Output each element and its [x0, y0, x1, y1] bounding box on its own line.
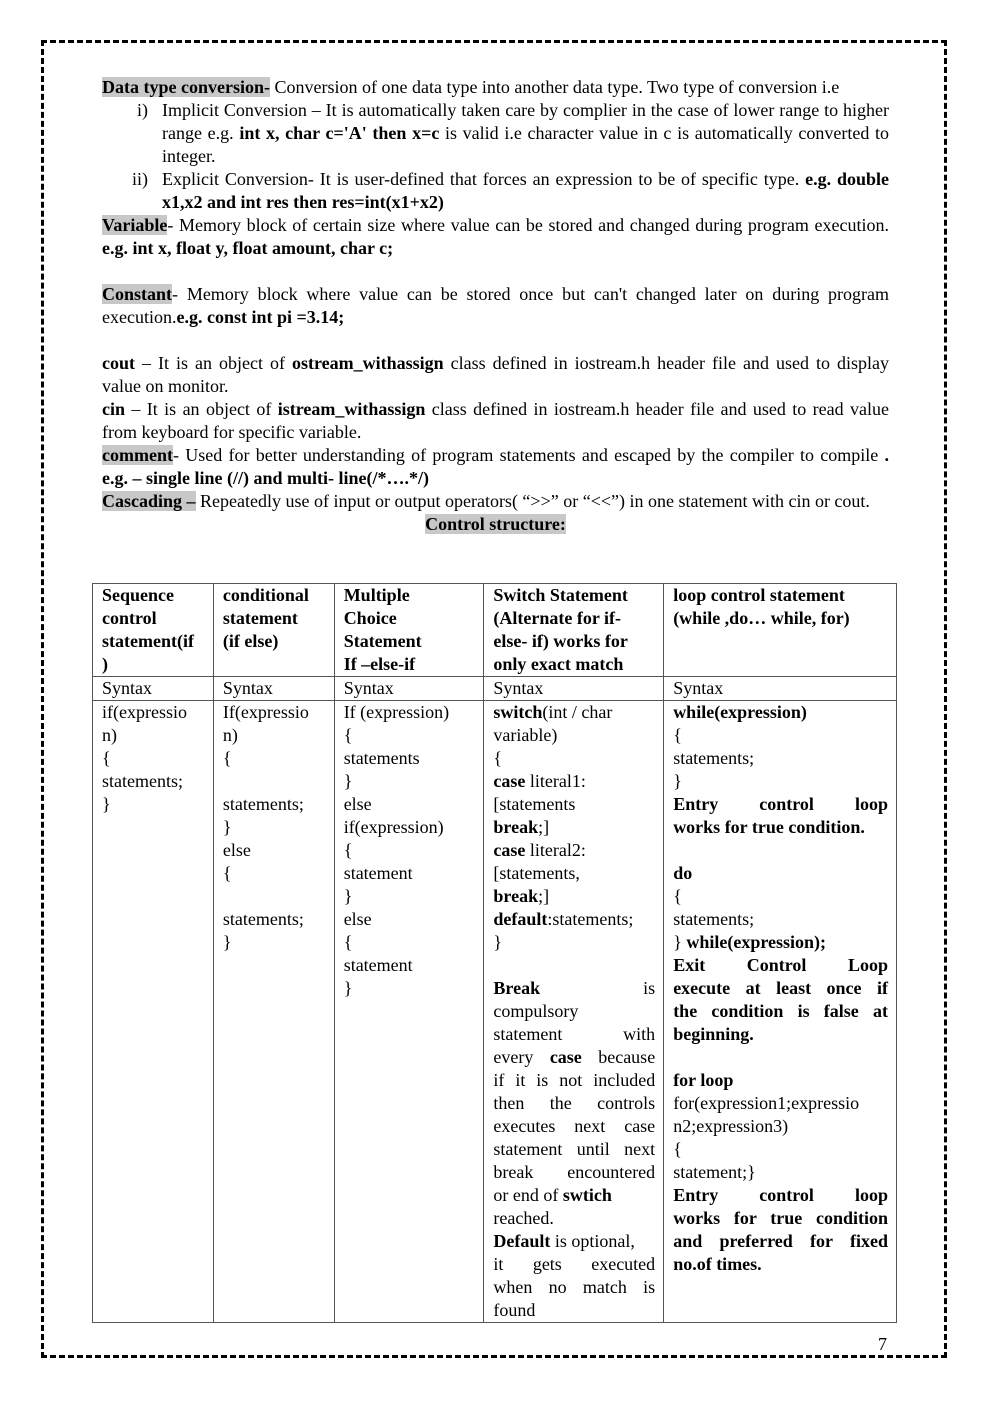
code-line: [344, 862, 476, 885]
header-line: Switch Statement: [493, 585, 628, 605]
code-text: statement with: [493, 1024, 656, 1044]
list-text: [162, 168, 889, 214]
header-line: (while ,do… while, for): [673, 608, 850, 628]
code-text: statements;: [673, 909, 755, 929]
constant-para: [102, 283, 889, 329]
code-text: statement;}: [673, 1162, 756, 1182]
code-text: if(expressio: [102, 702, 187, 722]
code-text: (int / char: [542, 702, 613, 722]
code-text: reached.: [493, 1208, 554, 1228]
syntax-cell: Syntax: [213, 677, 334, 701]
code-line: [493, 816, 655, 839]
code-line: [673, 1023, 888, 1046]
code-cell: [664, 701, 897, 1323]
code-text: }: [102, 794, 111, 814]
header-line: loop control statement: [673, 585, 845, 605]
term: cin: [102, 399, 126, 419]
code-cell: [93, 701, 214, 1323]
text: -: [172, 445, 179, 465]
code-line: [493, 724, 655, 747]
list-item: [102, 99, 889, 168]
code-line: [673, 1092, 888, 1115]
header-line: Choice: [343, 608, 397, 628]
code-text: n2;expression3): [673, 1116, 789, 1136]
header-line: only exact match: [493, 654, 624, 674]
code-text: If (expression): [343, 702, 450, 722]
code-line: [493, 1115, 655, 1138]
code-line: [344, 954, 476, 977]
code-line: [223, 747, 326, 770]
code-line: [223, 724, 326, 747]
keyword-text: the condition is false at: [673, 1001, 888, 1021]
code-line: [493, 1023, 655, 1046]
header-cell: [664, 584, 897, 677]
code-text: }: [343, 978, 353, 998]
code-line: [673, 793, 888, 816]
code-line: [344, 908, 476, 931]
header-line: ): [102, 654, 108, 674]
keyword-text: case: [493, 840, 526, 860]
text: class defined in iostream.h header file and used to display value on monitor.: [102, 353, 889, 396]
code-text: statements;: [222, 794, 304, 814]
bold-text: int x, char c='A' then x=c: [239, 123, 440, 143]
text: Memory block where value can be stored once but can't changed later on during program execution.: [102, 284, 889, 327]
list-text: [162, 99, 889, 168]
header-line: control: [102, 608, 157, 628]
header-cell: [93, 584, 214, 677]
code-text: n): [222, 725, 238, 745]
code-text: is: [540, 978, 656, 998]
header-line: conditional: [222, 585, 309, 605]
code-line: [493, 931, 655, 954]
header-line: (if else): [222, 631, 279, 651]
code-text: then the controls: [493, 1093, 656, 1113]
keyword-text: break: [493, 817, 539, 837]
code-line: [493, 1253, 655, 1276]
text: Repeatedly use of input or output operators( “>>” or “<<”) in one statement with cin or cout.: [195, 491, 870, 511]
keyword-text: Break: [493, 978, 541, 998]
term-highlight: Constant: [102, 284, 173, 304]
code-line: [493, 1299, 655, 1322]
code-text: {: [343, 725, 353, 745]
code-text: is optional,: [550, 1231, 635, 1251]
header-cell: [213, 584, 334, 677]
code-text: ;]: [538, 817, 550, 837]
code-line: [223, 770, 326, 793]
code-line: [493, 977, 655, 1000]
cin-para: [102, 398, 889, 444]
keyword-text: switch: [493, 702, 543, 722]
cascading-para: [102, 490, 889, 513]
code-text: }: [673, 932, 687, 952]
keyword-text: no.of times.: [673, 1254, 762, 1274]
code-text: literal1:: [525, 771, 586, 791]
code-text: }: [343, 771, 353, 791]
code-line: [344, 885, 476, 908]
code-text: else: [343, 794, 372, 814]
code-line: [493, 1000, 655, 1023]
keyword-text: execute at least once if: [673, 978, 888, 998]
code-line: [673, 862, 888, 885]
code-text: {: [673, 725, 682, 745]
bold-text: e.g. int x, float y, float amount, char c;: [102, 238, 394, 258]
text: – It is an object of: [135, 353, 292, 373]
code-text: statements;: [222, 909, 304, 929]
code-line: [673, 724, 888, 747]
text: class defined in iostream.h header file and used to read value from keyboard for specific variable.: [102, 399, 889, 442]
code-line: [673, 1138, 888, 1161]
code-line: [673, 1000, 888, 1023]
code-line: [673, 1207, 888, 1230]
keyword-text: case: [493, 771, 526, 791]
code-text: because: [581, 1047, 656, 1067]
code-line: [102, 770, 205, 793]
code-line: [102, 747, 205, 770]
bold-text: . e.g. – single line (//) and multi- line(/*….*/): [102, 445, 889, 488]
code-text: statement until next: [493, 1139, 656, 1159]
code-text: if(expression): [343, 817, 444, 837]
code-text: else: [343, 909, 372, 929]
code-text: {: [673, 886, 682, 906]
code-line: [493, 1207, 655, 1230]
section-heading: Control structure:: [425, 514, 566, 534]
keyword-text: Default: [493, 1231, 551, 1251]
code-text: it gets executed: [493, 1254, 656, 1274]
bold-text: ostream_withassign: [291, 353, 444, 373]
code-text: break encountered: [493, 1162, 656, 1182]
text: -: [167, 215, 174, 235]
code-line: [673, 1046, 888, 1069]
keyword-text: and preferred for fixed: [673, 1231, 888, 1251]
keyword-text: works for true condition: [673, 1208, 888, 1228]
text: Explicit Conversion- It is user-defined that forces an expression to be of specific type.: [162, 169, 806, 189]
code-line: [493, 1092, 655, 1115]
code-line: [493, 1230, 655, 1253]
code-text: executes next case: [493, 1116, 656, 1136]
code-line: [673, 839, 888, 862]
term-highlight: Data type conversion-: [102, 77, 270, 97]
code-line: [673, 1115, 888, 1138]
control-structure-title: [102, 513, 889, 536]
code-line: [102, 724, 205, 747]
code-text: }: [222, 932, 232, 952]
code-line: [493, 701, 655, 724]
data-type-conversion-para: [102, 76, 889, 99]
code-line: [223, 908, 326, 931]
code-line: [344, 793, 476, 816]
list-item: [102, 168, 889, 214]
table-body-row: [93, 701, 897, 1323]
keyword-text: swtich: [562, 1185, 612, 1205]
header-line: else- if) works for: [493, 631, 628, 651]
code-line: [673, 1184, 888, 1207]
term-highlight: comment: [102, 445, 173, 465]
table-syntax-row: [93, 677, 897, 701]
code-line: [223, 839, 326, 862]
text: -: [172, 284, 179, 304]
code-line: [673, 1230, 888, 1253]
keyword-text: while(expression);: [686, 932, 826, 952]
code-text: {: [493, 748, 503, 768]
code-text: {: [102, 748, 111, 768]
code-line: [344, 724, 476, 747]
code-line: [344, 816, 476, 839]
keyword-text: beginning.: [673, 1024, 754, 1044]
code-line: [673, 816, 888, 839]
bold-text: istream_withassign: [277, 399, 426, 419]
keyword-text: works for true condition.: [673, 817, 865, 837]
code-line: [673, 954, 888, 977]
term: cout: [102, 353, 135, 373]
text: Memory block of certain size where value can be stored and changed during program execution.: [173, 215, 889, 235]
header-line: Sequence: [102, 585, 174, 605]
code-text: statements;: [673, 748, 755, 768]
code-text: or end of: [493, 1185, 563, 1205]
code-text: literal2:: [525, 840, 586, 860]
code-text: {: [222, 748, 232, 768]
code-text: }: [673, 771, 682, 791]
code-cell: [334, 701, 484, 1323]
code-line: [102, 701, 205, 724]
code-text: }: [493, 932, 503, 952]
header-cell: [334, 584, 484, 677]
list-number: i): [137, 100, 148, 120]
variable-para: [102, 214, 889, 260]
text: Implicit Conversion – It is automatically taken care by complier in the case of lower range to higher range e.g.: [162, 100, 889, 143]
text: Used for better understanding of program statements and escaped by the compiler to compile: [178, 445, 885, 465]
code-line: [493, 908, 655, 931]
header-line: (Alternate for if-: [493, 608, 622, 628]
header-line: Multiple: [343, 585, 410, 605]
code-line: [344, 839, 476, 862]
code-text: variable): [493, 725, 558, 745]
code-line: [223, 701, 326, 724]
code-text: else: [222, 840, 251, 860]
code-cell: [213, 701, 334, 1323]
header-line: If –else-if: [343, 654, 416, 674]
code-text: if it is not included: [493, 1070, 656, 1090]
code-text: statement: [343, 955, 413, 975]
code-line: [493, 1161, 655, 1184]
text: is valid i.e character value in c is automatically converted to integer.: [162, 123, 890, 166]
code-line: [673, 908, 888, 931]
code-line: [223, 793, 326, 816]
keyword-text: while(expression): [673, 702, 807, 722]
code-text: [statements: [493, 794, 576, 814]
table-header-row: [93, 584, 897, 677]
code-text: If(expressio: [222, 702, 309, 722]
code-text: }: [343, 886, 353, 906]
code-text: {: [673, 1139, 682, 1159]
code-line: [223, 931, 326, 954]
code-line: [493, 1138, 655, 1161]
code-line: [673, 1161, 888, 1184]
keyword-text: default: [493, 909, 548, 929]
code-text: compulsory: [493, 1001, 579, 1021]
code-line: [344, 931, 476, 954]
code-text: found: [493, 1300, 536, 1320]
code-text: {: [343, 932, 353, 952]
keyword-text: break: [493, 886, 539, 906]
code-line: [344, 977, 476, 1000]
code-line: [673, 747, 888, 770]
code-line: [673, 770, 888, 793]
keyword-text: do: [673, 863, 693, 883]
header-line: statement(if: [102, 631, 194, 651]
code-line: [493, 770, 655, 793]
code-text: }: [222, 817, 232, 837]
code-line: [493, 1184, 655, 1207]
keyword-text: for loop: [673, 1070, 734, 1090]
code-line: [493, 1069, 655, 1092]
code-line: [493, 1276, 655, 1299]
code-text: [statements,: [493, 863, 580, 883]
code-line: [493, 1046, 655, 1069]
code-text: :statements;: [547, 909, 634, 929]
code-line: [673, 1253, 888, 1276]
code-line: [223, 862, 326, 885]
code-line: [493, 793, 655, 816]
page-number: 7: [878, 1334, 887, 1354]
bold-text: e.g. const int pi =3.14;: [176, 307, 345, 327]
code-line: [673, 885, 888, 908]
code-line: [344, 701, 476, 724]
comment-para: [102, 444, 889, 490]
header-line: Statement: [343, 631, 422, 651]
code-line: [493, 839, 655, 862]
code-line: [673, 701, 888, 724]
code-text: {: [343, 840, 353, 860]
code-cell: [484, 701, 664, 1323]
code-line: [673, 977, 888, 1000]
syntax-cell: Syntax: [664, 677, 897, 701]
code-text: statements;: [102, 771, 183, 791]
header-line: statement: [222, 608, 298, 628]
code-text: {: [222, 863, 232, 883]
syntax-cell: Syntax: [484, 677, 664, 701]
code-line: [673, 931, 888, 954]
document-body: [102, 76, 889, 536]
code-line: [493, 885, 655, 908]
control-structure-table: [92, 583, 897, 1323]
code-line: [223, 816, 326, 839]
keyword-text: Exit Control Loop: [673, 955, 888, 975]
term-highlight: Cascading –: [102, 491, 196, 511]
code-line: [223, 885, 326, 908]
text: – It is an object of: [125, 399, 278, 419]
code-text: when no match is: [493, 1277, 656, 1297]
syntax-cell: Syntax: [93, 677, 214, 701]
code-line: [673, 1069, 888, 1092]
code-text: statement: [343, 863, 413, 883]
code-text: statements: [343, 748, 420, 768]
code-line: [493, 747, 655, 770]
code-line: [344, 770, 476, 793]
code-text: for(expression1;expressio: [673, 1093, 860, 1113]
term-highlight: Variable: [102, 215, 168, 235]
code-line: [102, 793, 205, 816]
code-line: [344, 747, 476, 770]
code-line: [493, 954, 655, 977]
code-text: n): [102, 725, 117, 745]
keyword-text: Entry control loop: [673, 794, 888, 814]
code-line: [493, 862, 655, 885]
keyword-text: Entry control loop: [673, 1185, 888, 1205]
header-cell: [484, 584, 664, 677]
list-number: ii): [132, 169, 148, 189]
syntax-cell: Syntax: [334, 677, 484, 701]
cout-para: [102, 352, 889, 398]
code-text: ;]: [538, 886, 550, 906]
code-text: every: [493, 1047, 550, 1067]
keyword-text: case: [549, 1047, 582, 1067]
bold-text: e.g. double x1,x2 and int res then res=int(x1+x2): [162, 169, 890, 212]
para-text: Conversion of one data type into another data type. Two type of conversion i.e: [269, 77, 840, 97]
